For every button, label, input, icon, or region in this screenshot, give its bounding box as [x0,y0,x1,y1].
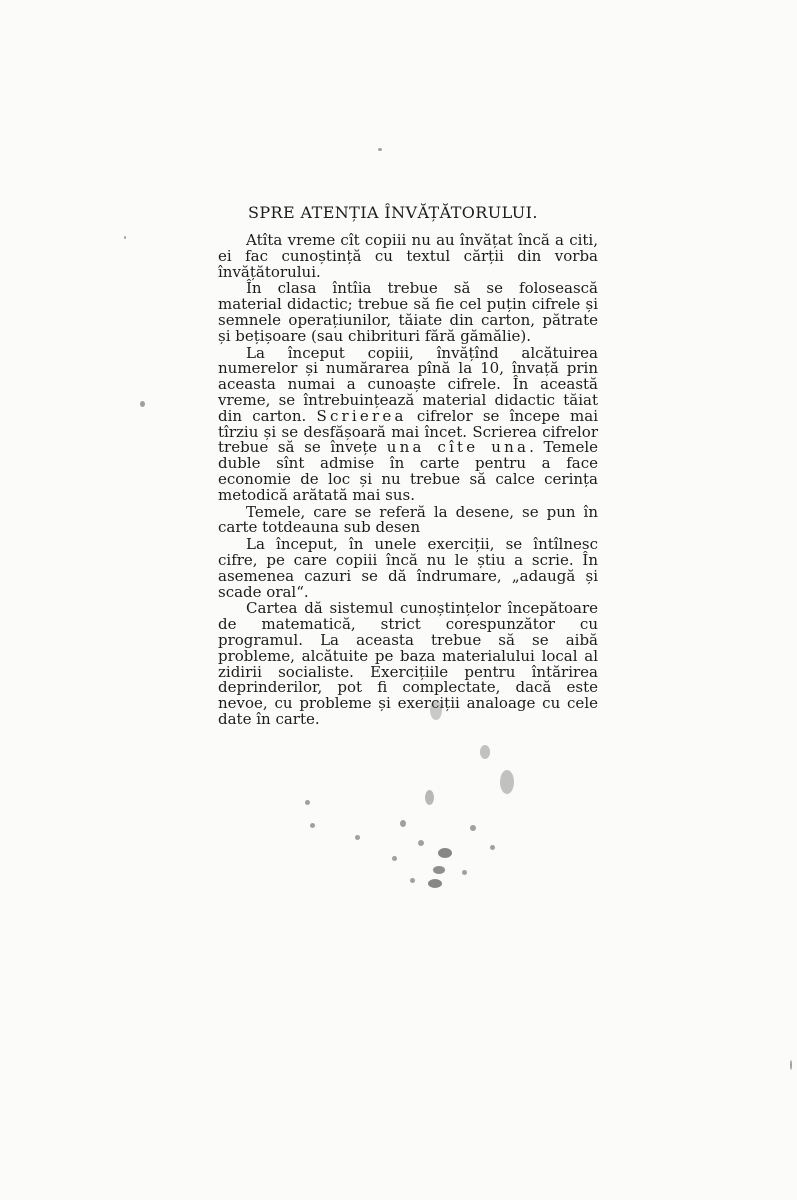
stain-dot [418,840,424,846]
stain-dot [310,823,315,828]
paragraph-5: La început, în unele exerciții, se întîlnesc cifre, pe care copiii încă nu le știu a scrie. În asemenea cazuri se dă îndrumare, „adaugă și scade oral“. [218,535,598,601]
paragraph-3-part-1: La început copiii, învățînd alcătuirea numerelor și numărarea pînă la 10, învață prin aceasta numai a cunoaște cifrele. În această vreme, se întrebuințează material didactic tăiat din carton. [218,343,598,425]
stain-dot [140,401,145,407]
stain-dot [410,878,415,883]
paragraph-3-part-2: cifrelor se începe mai tîrziu și se desfășoară mai încet. Scrierea cifrelor trebue să se învețe [218,406,598,457]
stain-dot [355,835,360,840]
stain-dot [124,236,126,239]
stain-dot [428,879,442,888]
stain-dot [462,870,467,875]
stain-dot [480,745,490,759]
paragraph-6: Cartea dă sistemul cunoștințelor începătoare de matematică, strict corespunzător cu programul. La aceasta trebue să se aibă probleme, alcătuite pe baza materialului local al zidirii socialiste. Exercițiile pentru întărirea deprinderilor, pot fi complectate, dacă este nevoe, cu probleme și exerciții analoage cu cele date în carte. [218,599,598,728]
stain-dot [305,800,310,805]
spaced-word-scrierea: Scrierea [316,406,407,425]
stain-dot [400,820,406,827]
stain-dot [470,825,476,831]
paragraph-4: Temele, care se referă la desene, se pun în carte totdeauna sub desen [218,502,598,537]
stain-dot [500,770,514,794]
paragraph-3-part-3: . Temele duble sînt admise în carte pentru a face economie de loc și nu trebue să calce cerința metodică arătată mai sus. [218,438,599,504]
spaced-phrase-una-cite-una: una cîte una [386,438,530,457]
stain-dot [790,1060,792,1070]
stain-dot [425,790,434,805]
page-title: SPRE ATENȚIA ÎNVĂȚĂTORULUI. [248,203,538,222]
paragraph-3 [218,343,599,504]
stain-dot [430,700,442,720]
stain-dot [438,848,452,858]
stain-dot [392,856,397,861]
stain-dot [378,148,382,151]
stain-dot [490,845,495,850]
body-text [218,233,598,729]
paragraph-1: Atîta vreme cît copiii nu au învățat încă a citi, ei fac cunoștință cu textul cărții din vorba învățătorului. [218,231,598,281]
paragraph-2: În clasa întîia trebue să se folosească material didactic; trebue să fie cel puțin cifrele și semnele operațiunilor, tăiate din carton, pătrate și bețișoare (sau chibrituri fără gămălie). [218,279,598,345]
stain-dot [433,866,445,874]
